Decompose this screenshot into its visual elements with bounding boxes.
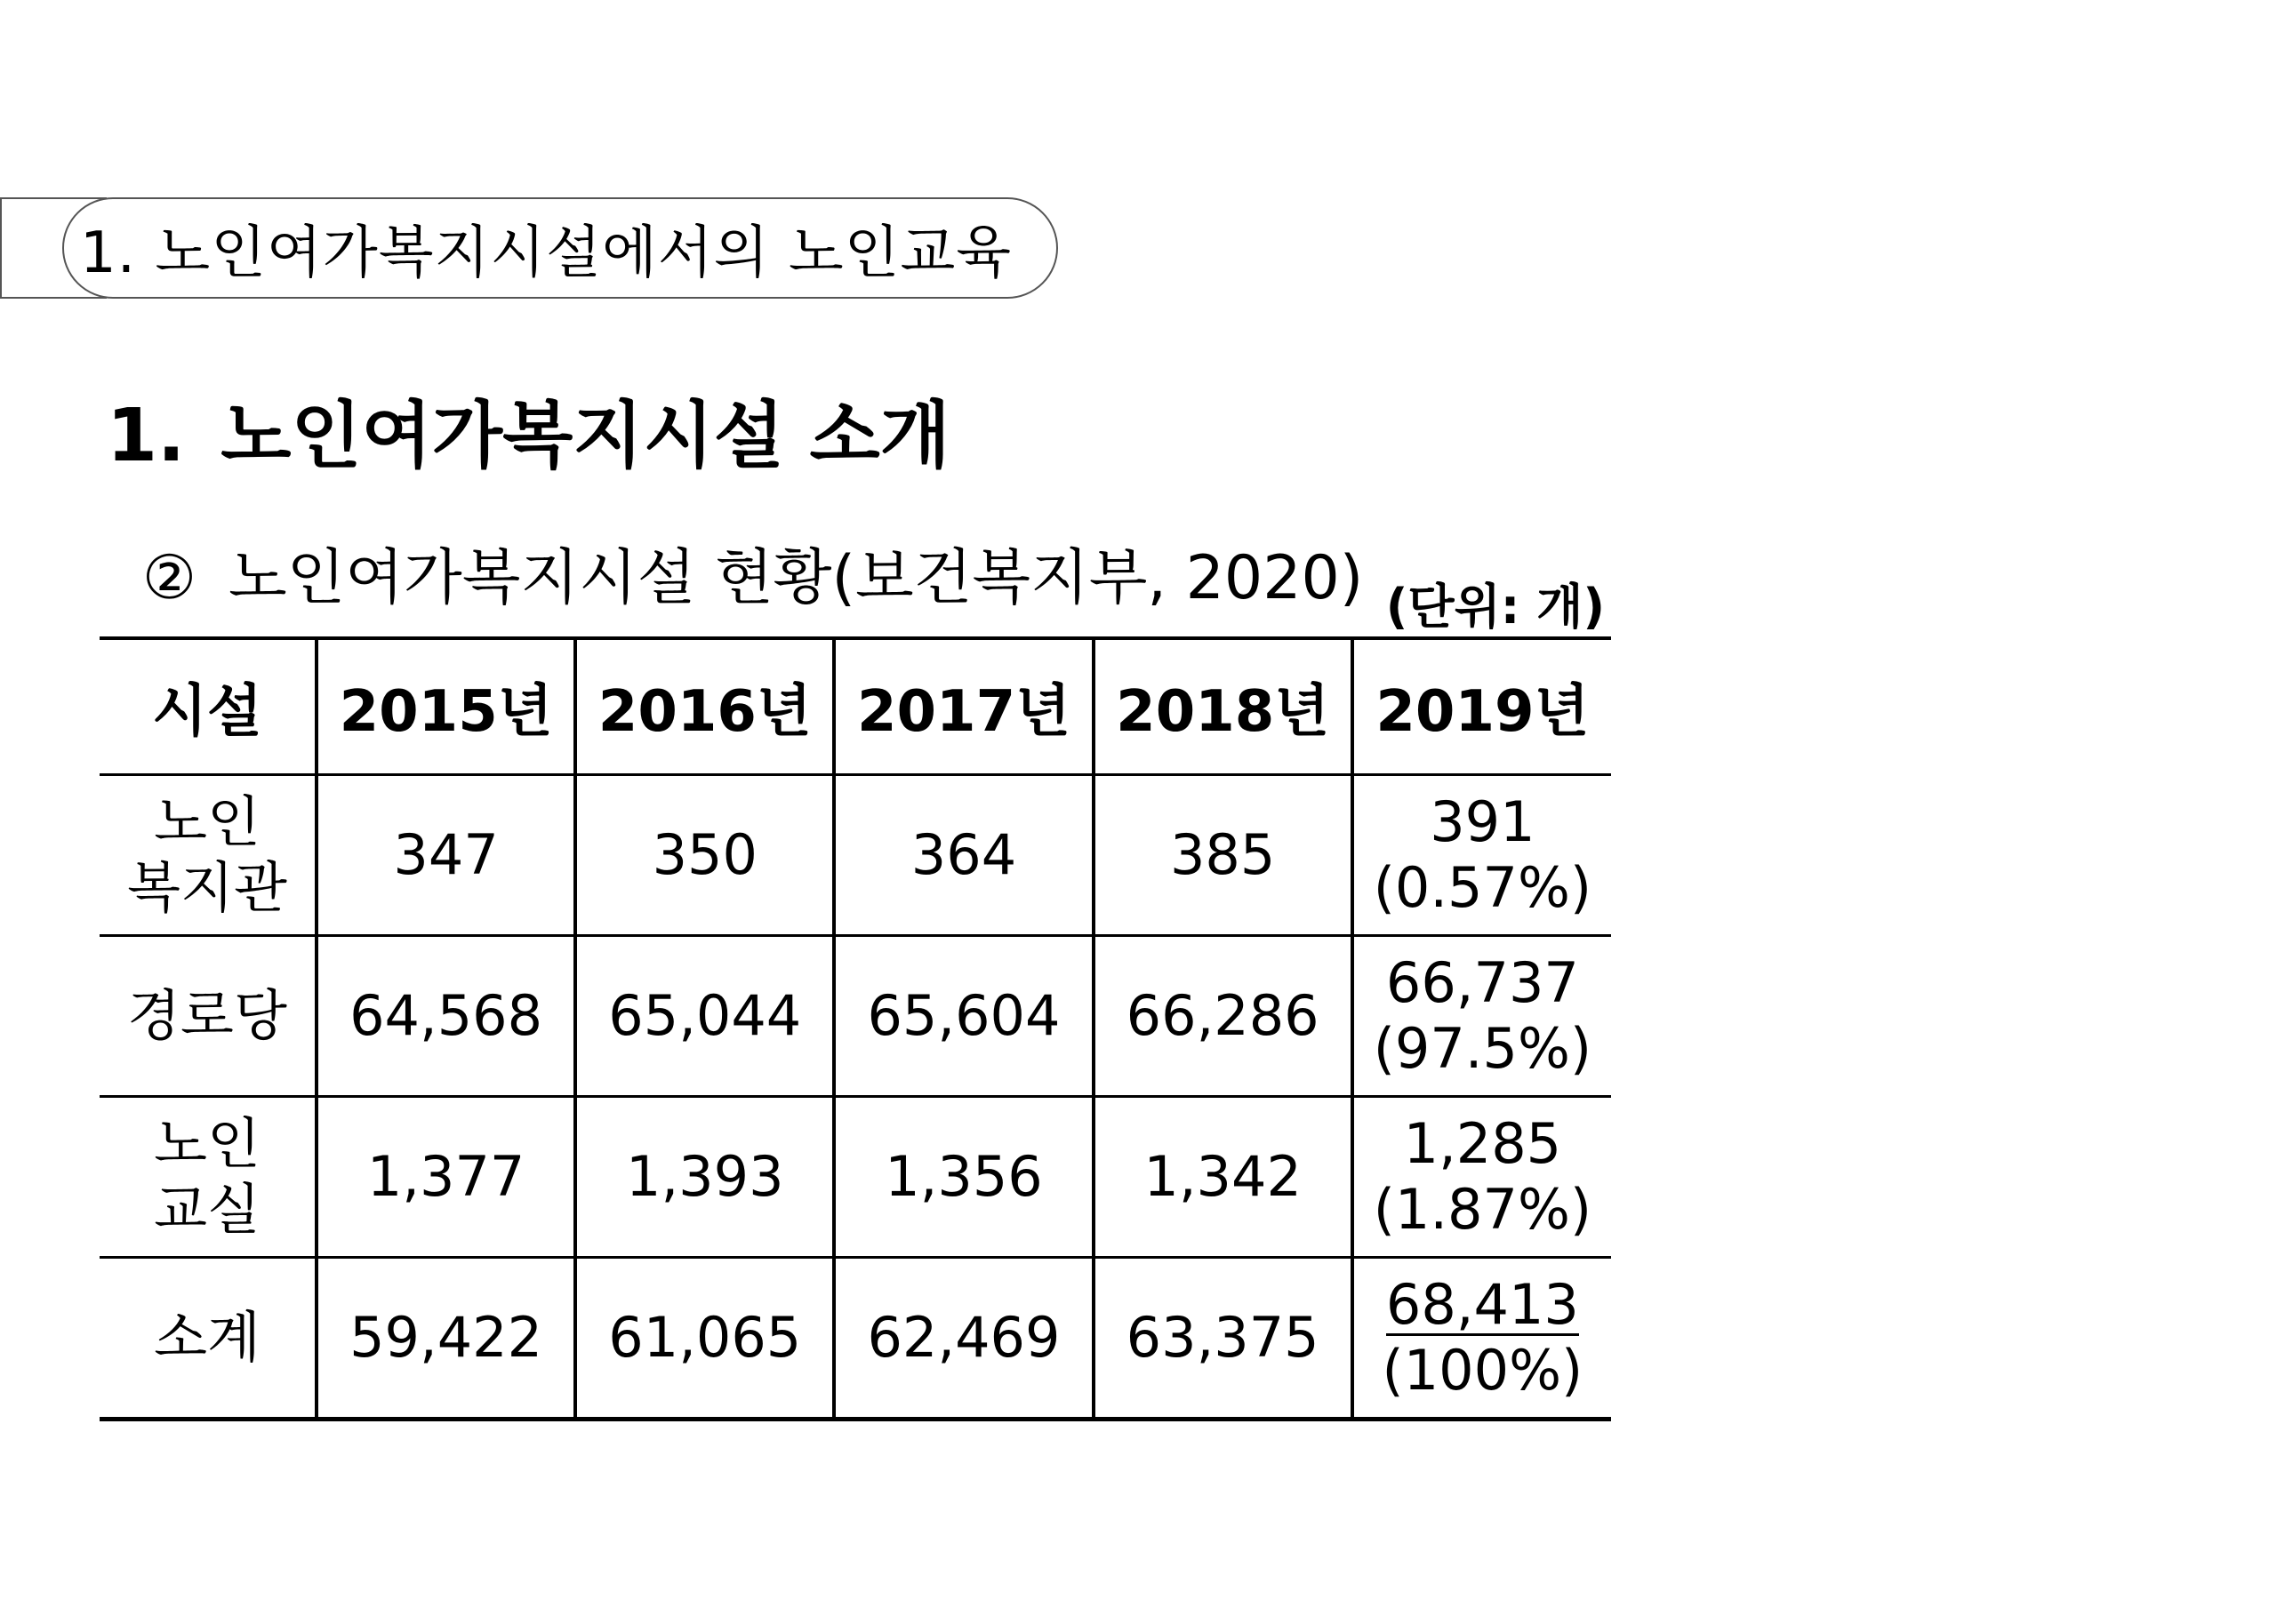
cell-2019-percent: (1.87%) — [1373, 1177, 1592, 1242]
facility-status-table — [100, 636, 1611, 1421]
table-header-row — [100, 638, 1611, 775]
table-row — [100, 1258, 1611, 1420]
cell-value: 66,286 — [1094, 936, 1352, 1097]
cell-2019-value: 68,413 — [1385, 1271, 1579, 1337]
cell-value: 385 — [1094, 775, 1352, 936]
header-cell-2015: 2015년 — [317, 638, 575, 775]
cell-value: 59,422 — [317, 1258, 575, 1420]
table-row — [100, 936, 1611, 1097]
cell-2019-value: 66,737 — [1385, 949, 1579, 1015]
header-cell-2017: 2017년 — [834, 638, 1093, 775]
header-label: 1. 노인여가복지시설에서의 노인교육 — [80, 220, 1013, 286]
cell-value: 347 — [317, 775, 575, 936]
cell-2019 — [1352, 775, 1611, 936]
row-label-subtotal: 소계 — [100, 1258, 317, 1420]
cell-value: 364 — [834, 775, 1093, 936]
cell-value: 1,393 — [575, 1097, 834, 1258]
row-label-senior-classroom: 노인 교실 — [100, 1097, 317, 1258]
cell-2019 — [1352, 1097, 1611, 1258]
cell-value: 65,044 — [575, 936, 834, 1097]
cell-2019-value: 391 — [1430, 788, 1535, 854]
header-cell-2019: 2019년 — [1352, 638, 1611, 775]
cell-value: 1,356 — [834, 1097, 1093, 1258]
subsection-title — [142, 530, 1363, 616]
subsection-title-text: 노인여가복지시설 현황(보건복지부, 2020) — [228, 543, 1364, 613]
header-cell-facility: 시설 — [100, 638, 317, 775]
section-number: 1. — [107, 394, 186, 478]
cell-value: 1,342 — [1094, 1097, 1352, 1258]
row-label-senior-center: 경로당 — [100, 936, 317, 1097]
cell-2019-value: 1,285 — [1403, 1110, 1562, 1176]
cell-value: 63,375 — [1094, 1258, 1352, 1420]
unit-label: (단위: 개) — [1385, 579, 1605, 635]
cell-value: 65,604 — [834, 936, 1093, 1097]
cell-value: 61,065 — [575, 1258, 834, 1420]
cell-2019-percent: (0.57%) — [1373, 855, 1592, 920]
cell-2019-percent: (97.5%) — [1373, 1016, 1592, 1081]
section-title — [107, 378, 950, 482]
cell-2019 — [1352, 1258, 1611, 1420]
header-cell-2018: 2018년 — [1094, 638, 1352, 775]
cell-2019 — [1352, 936, 1611, 1097]
cell-value: 350 — [575, 775, 834, 936]
cell-2019-percent: (100%) — [1382, 1338, 1583, 1403]
cell-value: 62,469 — [834, 1258, 1093, 1420]
section-title-text: 노인여가복지시설 소개 — [220, 394, 950, 478]
table-row — [100, 1097, 1611, 1258]
subsection-marker: ② — [142, 543, 196, 613]
table-row — [100, 775, 1611, 936]
cell-value: 64,568 — [317, 936, 575, 1097]
header-capsule — [62, 197, 1058, 299]
row-label-senior-welfare-center: 노인 복지관 — [100, 775, 317, 936]
header-cell-2016: 2016년 — [575, 638, 834, 775]
cell-value: 1,377 — [317, 1097, 575, 1258]
